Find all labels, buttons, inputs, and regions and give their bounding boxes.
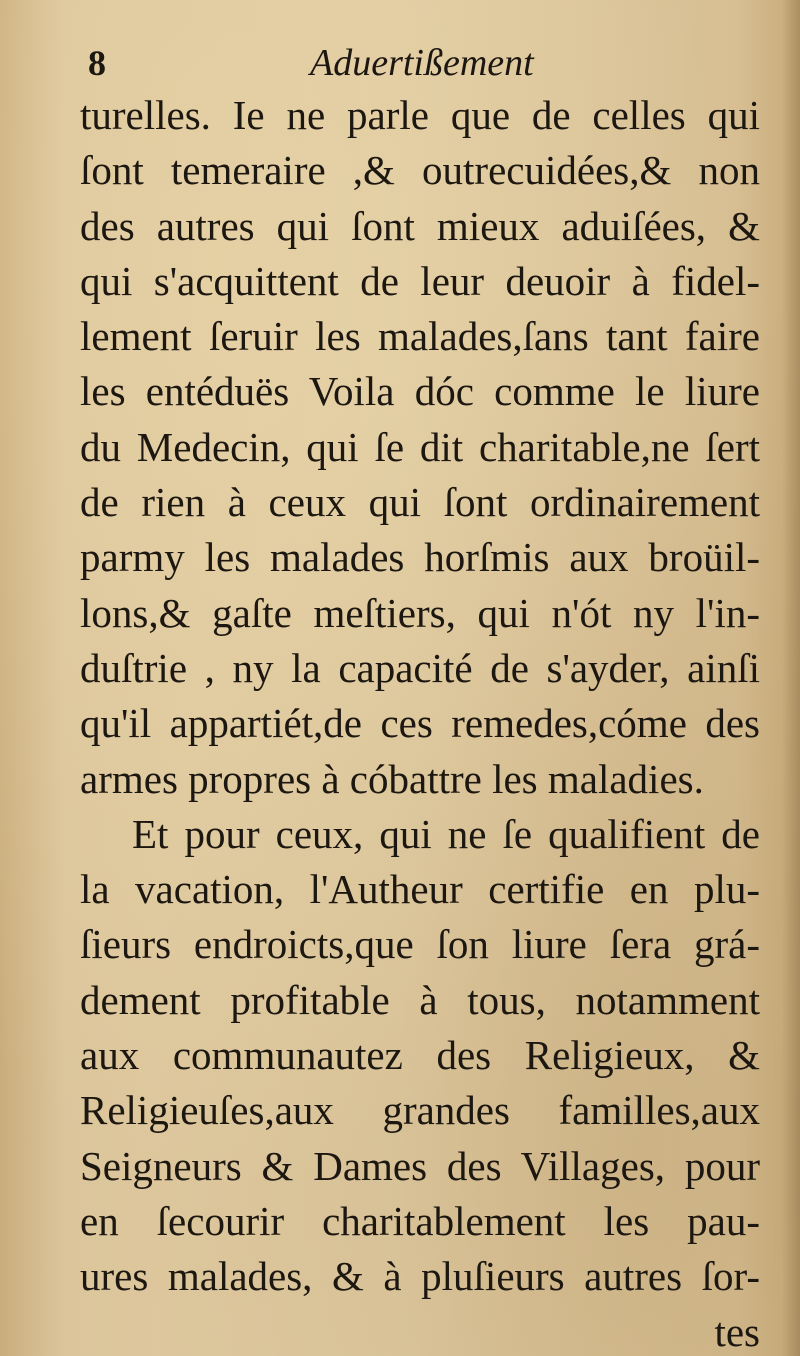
text-line: qui s'acquittent de leur deuoir à fidel- xyxy=(80,257,760,304)
text-line: ures malades, & à pluſieurs autres ſor- xyxy=(80,1253,760,1300)
text-line: la vacation, l'Autheur certifie en plu- xyxy=(80,866,760,913)
text-line: ſont temeraire ,& outrecuidées,& non xyxy=(80,147,760,194)
body-text xyxy=(80,88,760,1356)
text-line: lons,& gaſte meſtiers, qui n'ót ny l'in- xyxy=(80,589,760,636)
text-line: Religieuſes,aux grandes familles,aux xyxy=(80,1087,760,1134)
text-line: ſieurs endroicts,que ſon liure ſera grá- xyxy=(80,921,760,968)
text-line: duſtrie , ny la capacité de s'ayder, ainſi xyxy=(80,644,760,691)
text-line: parmy les malades horſmis aux broüil- xyxy=(80,534,760,581)
text-line: les entéduës Voila dóc comme le liure xyxy=(80,368,760,415)
text-line: dement profitable à tous, notamment xyxy=(80,976,760,1023)
text-line: aux communautez des Religieux, & xyxy=(80,1032,760,1079)
text-line: de rien à ceux qui ſont ordinairement xyxy=(80,479,760,526)
text-line: Et pour ceux, qui ne ſe qualifient de xyxy=(132,810,760,857)
text-line: des autres qui ſont mieux aduiſées, & xyxy=(80,202,760,249)
text-line: armes propres à cóbattre les maladies. xyxy=(80,755,704,802)
page-number: 8 xyxy=(88,43,106,83)
page-edge-shadow xyxy=(782,0,800,1356)
text-line: Seigneurs & Dames des Villages, pour xyxy=(80,1142,760,1189)
running-head: Aduertißement xyxy=(310,42,534,84)
text-line: en ſecourir charitablement les pau- xyxy=(80,1197,760,1244)
text-line: qu'il appartiét,de ces remedes,cóme des xyxy=(80,700,760,747)
page-header xyxy=(88,38,768,88)
catchword: tes xyxy=(714,1308,760,1355)
text-line: turelles. Ie ne parle que de celles qui xyxy=(80,92,760,138)
text-line: lement ſeruir les malades,ſans tant faire xyxy=(80,313,760,360)
text-line: du Medecin, qui ſe dit charitable,ne ſert xyxy=(80,423,760,470)
